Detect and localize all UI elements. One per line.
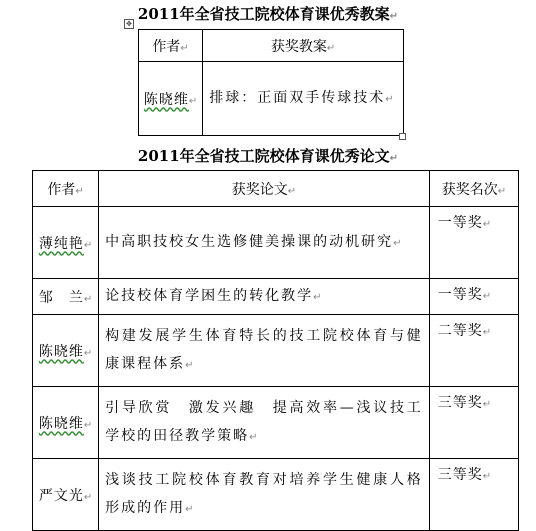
paper-header-rank: 获奖名次↵ (429, 171, 518, 207)
author-cell: 陈晓维↵ (33, 387, 99, 459)
paper-section-title: 2011年全省技工院校体育课优秀论文↵ (137, 147, 399, 165)
author-cell: 陈晓维↵ (33, 315, 99, 387)
plan-section-title: 2011年全省技工院校体育课优秀教案↵ (137, 5, 399, 23)
paper-title-cell: 中高职技校女生选修健美操课的动机研究↵ (99, 207, 430, 279)
paper-header-paper: 获奖论文↵ (99, 171, 430, 207)
paper-award-table (32, 170, 519, 531)
plan-header-plan: 获奖教案↵ (203, 30, 404, 62)
plan-title-cell: 排球：正面双手传球技术↵ (203, 62, 404, 136)
table-row (33, 387, 519, 459)
paper-title-cell: 浅谈技工院校体育教育对培养学生健康人格形成的作用↵ (99, 459, 430, 531)
author-cell: 严文光↵ (33, 459, 99, 531)
table-row (33, 207, 519, 279)
paper-title-cell: 论技校体育学困生的转化教学↵ (99, 279, 430, 315)
paper-title-cell: 构建发展学生体育特长的技工院校体育与健康课程体系↵ (99, 315, 430, 387)
rank-cell: 三等奖↵ (429, 387, 518, 459)
plan-header-author: 作者↵ (139, 30, 203, 62)
author-cell: 薄纯艳↵ (33, 207, 99, 279)
lesson-plan-table (138, 29, 404, 136)
table-row (33, 315, 519, 387)
paper-header-author: 作者↵ (33, 171, 99, 207)
paper-title-cell: 引导欣赏 激发兴趣 提高效率—浅议技工学校的田径教学策略↵ (99, 387, 430, 459)
rank-cell: 三等奖↵ (429, 459, 518, 531)
table-row (33, 459, 519, 531)
plan-author-cell: 陈晓维↵ (139, 62, 203, 136)
rank-cell: 一等奖↵ (429, 279, 518, 315)
table-move-handle-icon[interactable]: ✥ (124, 19, 134, 29)
rank-cell: 一等奖↵ (429, 207, 518, 279)
rank-cell: 二等奖↵ (429, 315, 518, 387)
table-resize-handle[interactable] (399, 133, 406, 140)
table-row (33, 279, 519, 315)
author-cell: 邹 兰↵ (33, 279, 99, 315)
